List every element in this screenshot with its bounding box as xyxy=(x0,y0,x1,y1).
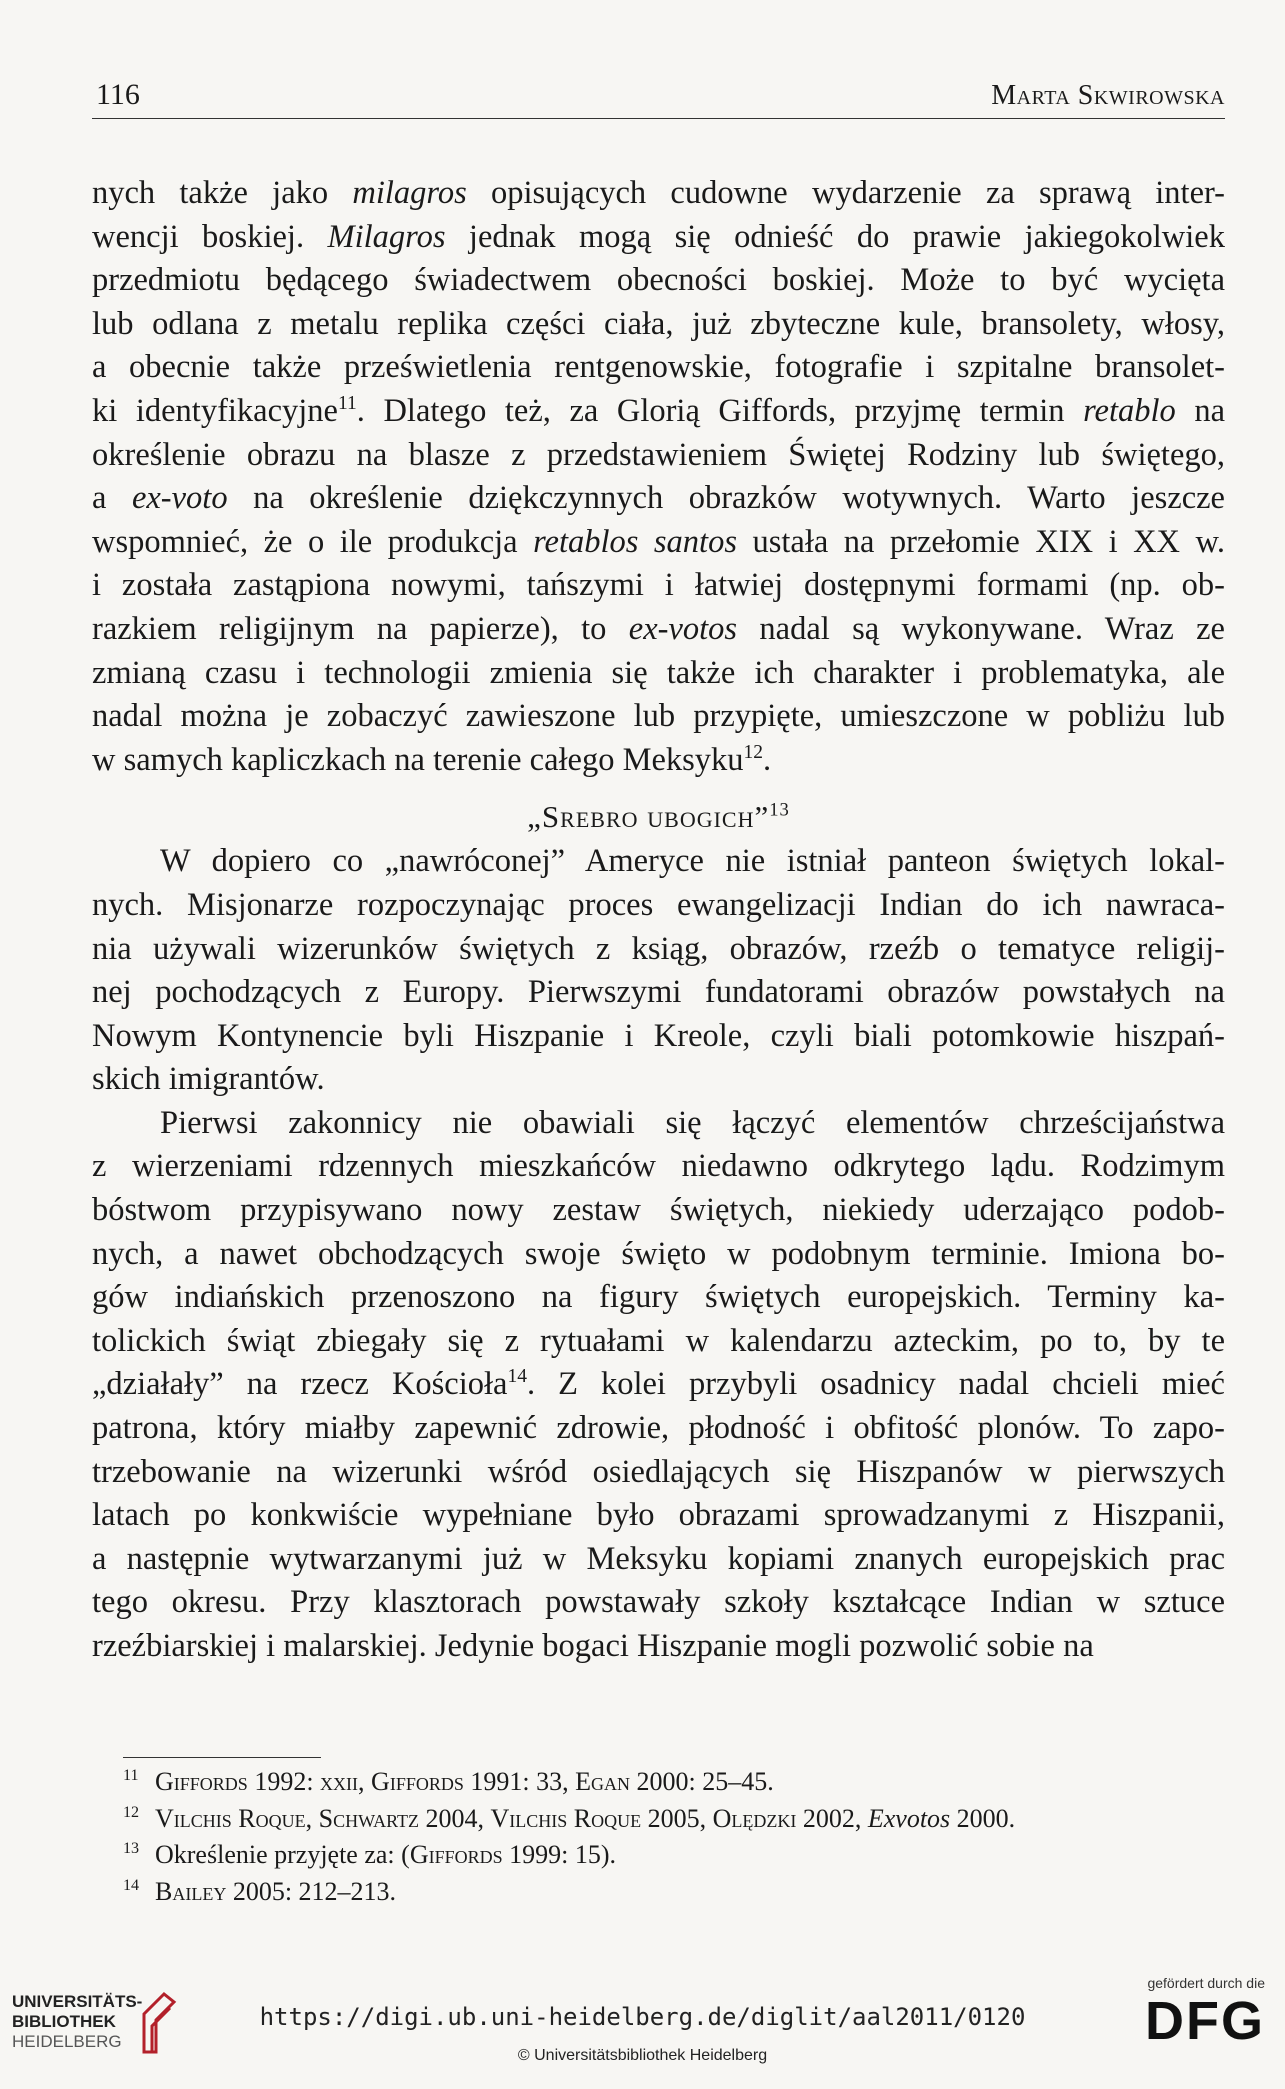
text-run: trzebowanie na wizerunki wśród osiedlających się Hiszpanów w pierwszych xyxy=(92,1453,1225,1490)
text-run: w samych kapliczkach na terenie całego Meksyku xyxy=(92,741,744,778)
text-line xyxy=(92,1407,1225,1451)
text-run: latach po konkwiście wypełniane było obrazami sprowadzanymi z Hiszpanii, xyxy=(92,1497,1225,1534)
text-line xyxy=(92,172,1225,216)
author-name: Bailey xyxy=(155,1876,227,1906)
text-line xyxy=(92,1058,1225,1102)
text-line xyxy=(92,971,1225,1015)
footnote-ref[interactable]: 12 xyxy=(743,741,764,763)
author-name: Vilchis Roque xyxy=(490,1803,642,1833)
text-line xyxy=(92,1451,1225,1495)
text-run: 2000. xyxy=(950,1803,1016,1833)
text-run: patrona, który miałby zapewnić zdrowie, płodność i obfitość plonów. To zapo- xyxy=(92,1410,1225,1447)
paragraph xyxy=(92,172,1225,782)
text-line xyxy=(92,303,1225,347)
author-name: xxii xyxy=(320,1767,359,1796)
text-run: nych, a nawet obchodzących swoje święto w podobnym terminie. Imiona bo- xyxy=(92,1235,1225,1272)
text-run: razkiem religijnym na papierze), to xyxy=(92,610,629,647)
text-line xyxy=(92,928,1225,972)
text-run: 2000: 25–45. xyxy=(629,1767,774,1796)
page-number: 116 xyxy=(96,78,140,111)
text-run: 2005: 212–213. xyxy=(226,1876,397,1906)
footnote: 13 Określenie przyjęte za: (Giffords 1999: 15). xyxy=(123,1840,617,1869)
text-run: . Dlatego też, za Glorią Giffords, przyjmę termin xyxy=(356,392,1084,429)
text-run: tolickich świąt zbiegały się z rytuałami w kalendarzu azteckim, po to, by te xyxy=(92,1322,1225,1359)
italic-term: Exvotos xyxy=(867,1803,951,1833)
section-heading xyxy=(92,782,1225,840)
text-run: z wierzeniami rdzennych mieszkańców niedawno odkrytego lądu. Rodzimym xyxy=(92,1148,1225,1185)
text-run: a xyxy=(92,480,132,517)
text-line xyxy=(92,1494,1225,1538)
text-run: nia używali wizerunków świętych z ksiąg, obrazów, rzeźb o tematyce religij- xyxy=(92,930,1225,967)
text-line xyxy=(92,1581,1225,1625)
text-run: skich imigrantów. xyxy=(92,1061,325,1098)
text-line xyxy=(92,1538,1225,1582)
footnote-rule xyxy=(123,1757,321,1758)
text-run: zmianą czasu i technologii zmienia się także ich charakter i problematyka, ale xyxy=(92,654,1225,691)
funded-by-label: gefördert durch die xyxy=(1147,1975,1265,1991)
text-line xyxy=(92,1276,1225,1320)
italic-term: milagros xyxy=(352,175,467,211)
text-run: Nowym Kontynencie byli Hiszpanie i Kreole, czyli biali potomkowie hiszpań- xyxy=(92,1017,1225,1054)
text-run: przedmiotu będącego świadectwem obecności boskiej. Może to być wycięta xyxy=(92,262,1225,299)
text-run: 2002, xyxy=(796,1803,868,1833)
text-run: gów indiańskich przenoszono na figury świętych europejskich. Terminy ka- xyxy=(92,1279,1225,1316)
text-line xyxy=(92,840,1225,884)
footnote-ref[interactable]: 11 xyxy=(337,393,357,415)
text-run: 1991: 33, xyxy=(463,1767,576,1796)
text-run: nej pochodzących z Europy. Pierwszymi fundatorami obrazów powstałych na xyxy=(92,974,1225,1011)
author-name: Giffords xyxy=(371,1767,464,1796)
text-run: określenie obrazu na blasze z przedstawieniem Świętej Rodziny lub świętego, xyxy=(92,436,1225,473)
text-run: 1992: xyxy=(247,1767,321,1796)
text-line xyxy=(92,1363,1225,1407)
running-head-author: Marta Skwirowska xyxy=(991,80,1225,111)
text-line xyxy=(92,1625,1225,1669)
author-name: Olędzki xyxy=(712,1803,797,1833)
text-line xyxy=(92,521,1225,565)
text-run: tego okresu. Przy klasztorach powstawały szkoły kształcące Indian w sztuce xyxy=(92,1584,1225,1621)
text-run: opisujących cudowne wydarzenie za sprawą inter- xyxy=(466,175,1225,211)
text-run: nadal są wykonywane. Wraz ze xyxy=(737,610,1225,647)
text-run: Pierwsi zakonnicy nie obawiali się łączyć elementów chrześcijaństwa xyxy=(160,1104,1225,1141)
text-line xyxy=(92,477,1225,521)
author-name: Egan xyxy=(575,1767,630,1796)
italic-term: Milagros xyxy=(327,218,446,255)
text-line xyxy=(92,1102,1225,1146)
footnotes xyxy=(123,1764,1223,1910)
text-run: i została zastąpiona nowymi, tańszymi i łatwiej dostępnymi formami (np. ob- xyxy=(92,567,1225,604)
italic-term: retablo xyxy=(1083,392,1176,429)
text-run: rzeźbiarskiej i malarskiej. Jedynie bogaci Hiszpanie mogli pozwolić sobie na xyxy=(92,1628,1094,1664)
author-name: Giffords xyxy=(409,1840,503,1869)
text-run: , xyxy=(358,1767,372,1796)
text-run: a obecnie także prześwietlenia rentgenowskie, fotografie i szpitalne bransolet- xyxy=(92,349,1225,386)
text-line xyxy=(92,564,1225,608)
text-line xyxy=(92,1233,1225,1277)
dfg-wordmark: DFG xyxy=(1145,1991,1265,2051)
text-run: 2004, xyxy=(418,1803,491,1833)
text-run: a następnie wytwarzanymi już w Meksyku kopiami znanych europejskich prac xyxy=(92,1540,1225,1577)
footnote-ref[interactable]: 14 xyxy=(507,1366,527,1388)
author-name: Giffords xyxy=(155,1767,248,1796)
text-line xyxy=(92,695,1225,739)
library-name-line: UNIVERSITÄTS- xyxy=(12,1992,143,2011)
italic-term: ex-votos xyxy=(628,610,738,647)
text-line xyxy=(92,434,1225,478)
text-run: na xyxy=(1175,392,1225,429)
text-run: . Z kolei przybyli osadnicy nadal chcieli mieć xyxy=(526,1366,1225,1403)
footnote: 14 Bailey 2005: 212–213. xyxy=(123,1876,397,1906)
text-run: wencji boskiej. xyxy=(92,218,328,255)
text-line xyxy=(92,1145,1225,1189)
text-line xyxy=(92,652,1225,696)
text-run: 1999: 15). xyxy=(502,1840,617,1869)
text-run: „działały” na rzecz Kościoła xyxy=(92,1366,508,1403)
text-run: jednak mogą się odnieść do prawie jakiegokolwiek xyxy=(445,218,1225,255)
paragraph xyxy=(92,1102,1225,1669)
text-line xyxy=(92,346,1225,390)
section-heading-text: „Srebro ubogich” xyxy=(527,799,770,835)
running-head xyxy=(92,74,1225,119)
text-line xyxy=(92,390,1225,434)
text-run: W dopiero co „nawróconej” Ameryce nie istniał panteon świętych lokal- xyxy=(160,843,1225,880)
paragraph xyxy=(92,840,1225,1102)
copyright-notice: © Universitätsbibliothek Heidelberg xyxy=(517,2047,768,2064)
footnote-ref[interactable]: 13 xyxy=(769,799,790,821)
text-run: ustała na przełomie XIX i XX w. xyxy=(736,523,1225,560)
library-name-line: HEIDELBERG xyxy=(12,2032,122,2051)
footnote: 11 Giffords 1992: xxii, Giffords 1991: 33, Egan 2000: 25–45. xyxy=(123,1767,774,1796)
text-line xyxy=(92,1189,1225,1233)
text-run: , xyxy=(305,1803,319,1833)
text-line xyxy=(92,216,1225,260)
text-line xyxy=(92,739,1225,783)
text-line xyxy=(92,259,1225,303)
text-run: nych także jako xyxy=(92,175,353,211)
text-run: nadal można je zobaczyć zawieszone lub przypięte, umieszczone w pobliżu lub xyxy=(92,698,1225,735)
dfg-logo[interactable] xyxy=(1125,1975,1265,2085)
text-run: . xyxy=(763,741,772,778)
library-name-line: BIBLIOTHEK xyxy=(12,2012,116,2031)
italic-term: ex-voto xyxy=(131,480,228,517)
text-run: bóstwom przypisywano nowy zestaw świętych, niekiedy uderzająco podob- xyxy=(92,1192,1225,1229)
text-run: nych. Misjonarze rozpoczynając proces ewangelizacji Indian do ich nawraca- xyxy=(92,886,1225,923)
text-run: lub odlana z metalu replika części ciała, już zbyteczne kule, bransolety, włosy, xyxy=(92,305,1225,342)
body-text xyxy=(92,172,1225,1669)
author-name: Vilchis Roque xyxy=(155,1803,306,1833)
text-line xyxy=(92,884,1225,928)
text-run: ki identyfikacyjne xyxy=(92,392,338,429)
page-footer xyxy=(0,1965,1285,2089)
author-name: Schwartz xyxy=(318,1803,419,1833)
text-line xyxy=(92,1320,1225,1364)
footnote: 12 Vilchis Roque, Schwartz 2004, Vilchis Roque 2005, Olędzki 2002, Exvotos 2000. xyxy=(123,1803,1016,1833)
text-run: wspomnieć, że o ile produkcja xyxy=(92,523,534,560)
text-line xyxy=(92,608,1225,652)
text-run: na określenie dziękczynnych obrazków wotywnych. Warto jeszcze xyxy=(227,480,1225,517)
text-run: 2005, xyxy=(641,1803,713,1833)
text-line xyxy=(92,1015,1225,1059)
source-url-link[interactable]: https://digi.ub.uni-heidelberg.de/diglit/aal2011/0120 xyxy=(259,2003,1026,2031)
text-run: Określenie przyjęte za: ( xyxy=(155,1840,410,1869)
italic-term: retablos santos xyxy=(533,523,737,560)
